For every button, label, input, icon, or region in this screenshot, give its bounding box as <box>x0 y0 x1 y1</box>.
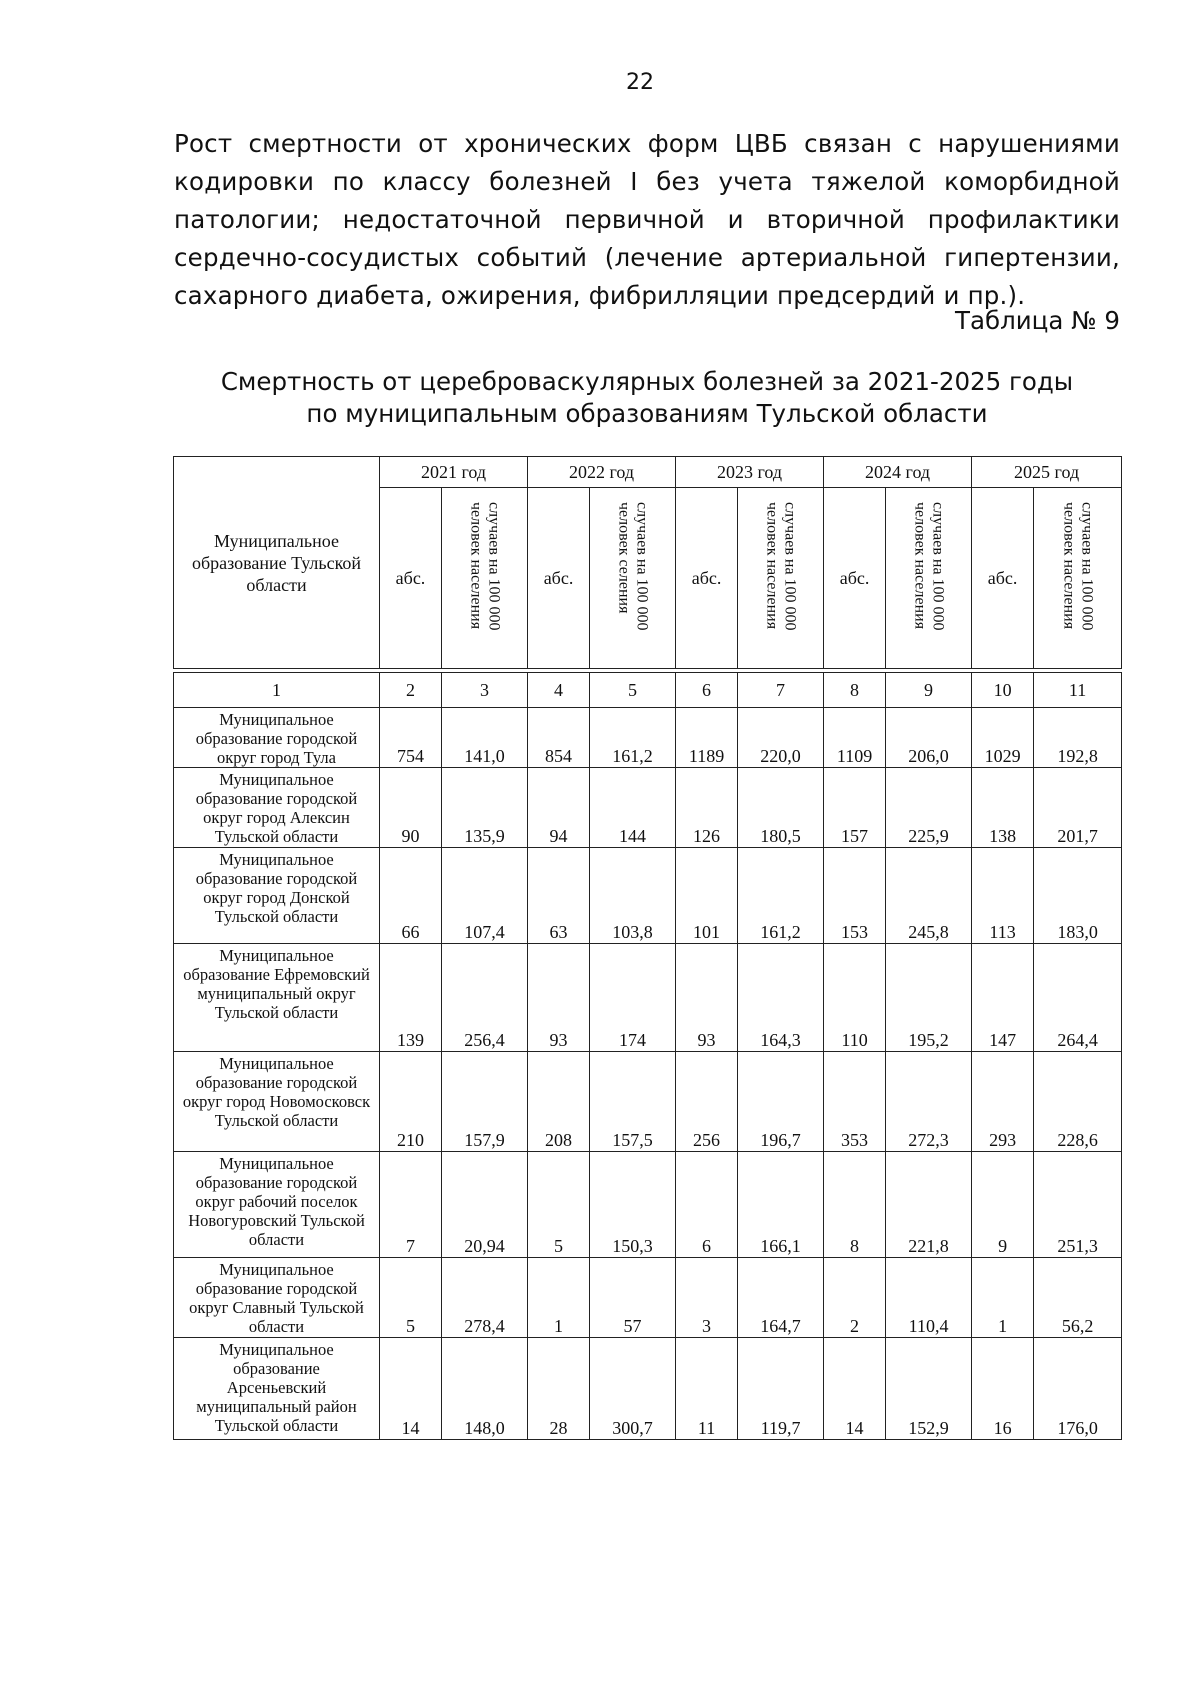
rate-value-cell: 150,3 <box>590 1152 676 1258</box>
column-number-cell: 1 <box>174 673 380 708</box>
column-number-cell: 3 <box>442 673 528 708</box>
rate-header-2024 <box>886 488 972 669</box>
municipality-name-cell: Муниципальное образование Арсеньевский муниципальный район Тульской области <box>174 1338 380 1440</box>
column-number-cell: 6 <box>676 673 738 708</box>
rate-value-cell: 228,6 <box>1034 1052 1122 1152</box>
column-number-row <box>174 673 1122 708</box>
rate-header-text: случаев на 100 000 человек населения <box>467 502 503 631</box>
rate-value-cell: 221,8 <box>886 1152 972 1258</box>
abs-value-cell: 157 <box>824 768 886 848</box>
abs-value-cell: 353 <box>824 1052 886 1152</box>
abs-value-cell: 93 <box>676 944 738 1052</box>
table-label: Таблица № 9 <box>954 306 1120 335</box>
table-row <box>174 708 1122 768</box>
rate-header-2022 <box>590 488 676 669</box>
abs-value-cell: 93 <box>528 944 590 1052</box>
abs-header-2023: абс. <box>676 488 738 669</box>
rate-value-cell: 272,3 <box>886 1052 972 1152</box>
abs-value-cell: 3 <box>676 1258 738 1338</box>
column-number-cell: 11 <box>1034 673 1122 708</box>
abs-value-cell: 113 <box>972 848 1034 944</box>
rate-value-cell: 107,4 <box>442 848 528 944</box>
table-row <box>174 1258 1122 1338</box>
rate-value-cell: 56,2 <box>1034 1258 1122 1338</box>
abs-value-cell: 90 <box>380 768 442 848</box>
abs-value-cell: 293 <box>972 1052 1034 1152</box>
abs-value-cell: 8 <box>824 1152 886 1258</box>
rate-value-cell: 164,7 <box>738 1258 824 1338</box>
abs-value-cell: 147 <box>972 944 1034 1052</box>
abs-value-cell: 7 <box>380 1152 442 1258</box>
table-row <box>174 944 1122 1052</box>
rate-value-cell: 245,8 <box>886 848 972 944</box>
municipality-name-cell: Муниципальное образование Ефремовский муниципальный округ Тульской области <box>174 944 380 1052</box>
abs-value-cell: 1109 <box>824 708 886 768</box>
mortality-table <box>173 456 1122 1440</box>
rate-value-cell: 220,0 <box>738 708 824 768</box>
rate-value-cell: 161,2 <box>738 848 824 944</box>
abs-value-cell: 110 <box>824 944 886 1052</box>
table-row <box>174 848 1122 944</box>
abs-value-cell: 854 <box>528 708 590 768</box>
abs-header-2025: абс. <box>972 488 1034 669</box>
rate-header-text: случаев на 100 000 человек населения <box>911 502 947 631</box>
abs-header-2021: абс. <box>380 488 442 669</box>
table-title <box>174 366 1120 430</box>
abs-value-cell: 138 <box>972 768 1034 848</box>
rate-value-cell: 135,9 <box>442 768 528 848</box>
rate-value-cell: 300,7 <box>590 1338 676 1440</box>
rate-value-cell: 148,0 <box>442 1338 528 1440</box>
rate-value-cell: 195,2 <box>886 944 972 1052</box>
abs-value-cell: 28 <box>528 1338 590 1440</box>
abs-value-cell: 16 <box>972 1338 1034 1440</box>
rate-value-cell: 144 <box>590 768 676 848</box>
rate-value-cell: 196,7 <box>738 1052 824 1152</box>
rate-value-cell: 225,9 <box>886 768 972 848</box>
table-row <box>174 1152 1122 1258</box>
abs-value-cell: 256 <box>676 1052 738 1152</box>
rate-value-cell: 201,7 <box>1034 768 1122 848</box>
year-header-2021: 2021 год <box>380 457 528 488</box>
abs-value-cell: 1 <box>972 1258 1034 1338</box>
column-number-cell: 4 <box>528 673 590 708</box>
abs-value-cell: 66 <box>380 848 442 944</box>
rate-value-cell: 164,3 <box>738 944 824 1052</box>
rate-value-cell: 57 <box>590 1258 676 1338</box>
rate-value-cell: 251,3 <box>1034 1152 1122 1258</box>
rate-header-2025 <box>1034 488 1122 669</box>
year-header-2025: 2025 год <box>972 457 1122 488</box>
intro-paragraph: Рост смертности от хронических форм ЦВБ связан с нарушениями кодировки по классу болезней I без учета тяжелой коморбидной патологии; недостаточной первичной и вторичной профилактики сердечно-сосудистых событий (лечение артериальной гипертензии, сахарного диабета, ожирения, фибрилляции предсердий и пр.). <box>174 129 1120 310</box>
table-row <box>174 1052 1122 1152</box>
rate-header-2023 <box>738 488 824 669</box>
abs-value-cell: 153 <box>824 848 886 944</box>
rate-value-cell: 183,0 <box>1034 848 1122 944</box>
abs-value-cell: 11 <box>676 1338 738 1440</box>
rate-value-cell: 174 <box>590 944 676 1052</box>
abs-header-2024: абс. <box>824 488 886 669</box>
municipality-name-cell: Муниципальное образование городской округ город Новомосковск Тульской области <box>174 1052 380 1152</box>
abs-value-cell: 139 <box>380 944 442 1052</box>
year-header-2023: 2023 год <box>676 457 824 488</box>
column-number-cell: 5 <box>590 673 676 708</box>
abs-value-cell: 5 <box>380 1258 442 1338</box>
column-number-cell: 2 <box>380 673 442 708</box>
municipality-name-cell: Муниципальное образование городской округ город Тула <box>174 708 380 768</box>
rate-header-text: случаев на 100 000 человек населения <box>763 502 799 631</box>
rate-header-text: случаев на 100 000 человек селения <box>615 502 651 631</box>
rate-value-cell: 256,4 <box>442 944 528 1052</box>
rate-value-cell: 152,9 <box>886 1338 972 1440</box>
municipality-name-cell: Муниципальное образование городской округ рабочий поселок Новогуровский Тульской области <box>174 1152 380 1258</box>
municipality-header: Муниципальное образование Тульской области <box>174 457 380 669</box>
abs-value-cell: 101 <box>676 848 738 944</box>
abs-header-2022: абс. <box>528 488 590 669</box>
rate-value-cell: 206,0 <box>886 708 972 768</box>
table-title-line-2: по муниципальным образованиям Тульской области <box>306 399 988 428</box>
abs-value-cell: 63 <box>528 848 590 944</box>
abs-value-cell: 1 <box>528 1258 590 1338</box>
header-row-years <box>174 457 1122 488</box>
rate-value-cell: 166,1 <box>738 1152 824 1258</box>
abs-value-cell: 5 <box>528 1152 590 1258</box>
year-header-2024: 2024 год <box>824 457 972 488</box>
municipality-name-cell: Муниципальное образование городской округ Славный Тульской области <box>174 1258 380 1338</box>
table-row <box>174 768 1122 848</box>
page-number: 22 <box>626 70 654 95</box>
rate-value-cell: 264,4 <box>1034 944 1122 1052</box>
abs-value-cell: 14 <box>380 1338 442 1440</box>
abs-value-cell: 1029 <box>972 708 1034 768</box>
table-title-line-1: Смертность от цереброваскулярных болезней за 2021-2025 годы <box>220 367 1074 396</box>
column-number-cell: 9 <box>886 673 972 708</box>
rate-value-cell: 157,5 <box>590 1052 676 1152</box>
rate-value-cell: 141,0 <box>442 708 528 768</box>
municipality-name-cell: Муниципальное образование городской округ город Донской Тульской области <box>174 848 380 944</box>
table-row <box>174 1338 1122 1440</box>
abs-value-cell: 94 <box>528 768 590 848</box>
rate-value-cell: 192,8 <box>1034 708 1122 768</box>
column-number-cell: 8 <box>824 673 886 708</box>
abs-value-cell: 754 <box>380 708 442 768</box>
abs-value-cell: 1189 <box>676 708 738 768</box>
abs-value-cell: 208 <box>528 1052 590 1152</box>
rate-value-cell: 176,0 <box>1034 1338 1122 1440</box>
rate-value-cell: 180,5 <box>738 768 824 848</box>
abs-value-cell: 9 <box>972 1152 1034 1258</box>
abs-value-cell: 6 <box>676 1152 738 1258</box>
abs-value-cell: 126 <box>676 768 738 848</box>
rate-header-2021 <box>442 488 528 669</box>
column-number-cell: 7 <box>738 673 824 708</box>
rate-value-cell: 278,4 <box>442 1258 528 1338</box>
rate-value-cell: 103,8 <box>590 848 676 944</box>
rate-header-text: случаев на 100 000 человек населения <box>1060 502 1096 631</box>
column-number-cell: 10 <box>972 673 1034 708</box>
rate-value-cell: 20,94 <box>442 1152 528 1258</box>
municipality-name-cell: Муниципальное образование городской округ город Алексин Тульской области <box>174 768 380 848</box>
rate-value-cell: 110,4 <box>886 1258 972 1338</box>
abs-value-cell: 14 <box>824 1338 886 1440</box>
rate-value-cell: 157,9 <box>442 1052 528 1152</box>
abs-value-cell: 210 <box>380 1052 442 1152</box>
table-body <box>174 457 1122 1440</box>
rate-value-cell: 161,2 <box>590 708 676 768</box>
abs-value-cell: 2 <box>824 1258 886 1338</box>
rate-value-cell: 119,7 <box>738 1338 824 1440</box>
year-header-2022: 2022 год <box>528 457 676 488</box>
